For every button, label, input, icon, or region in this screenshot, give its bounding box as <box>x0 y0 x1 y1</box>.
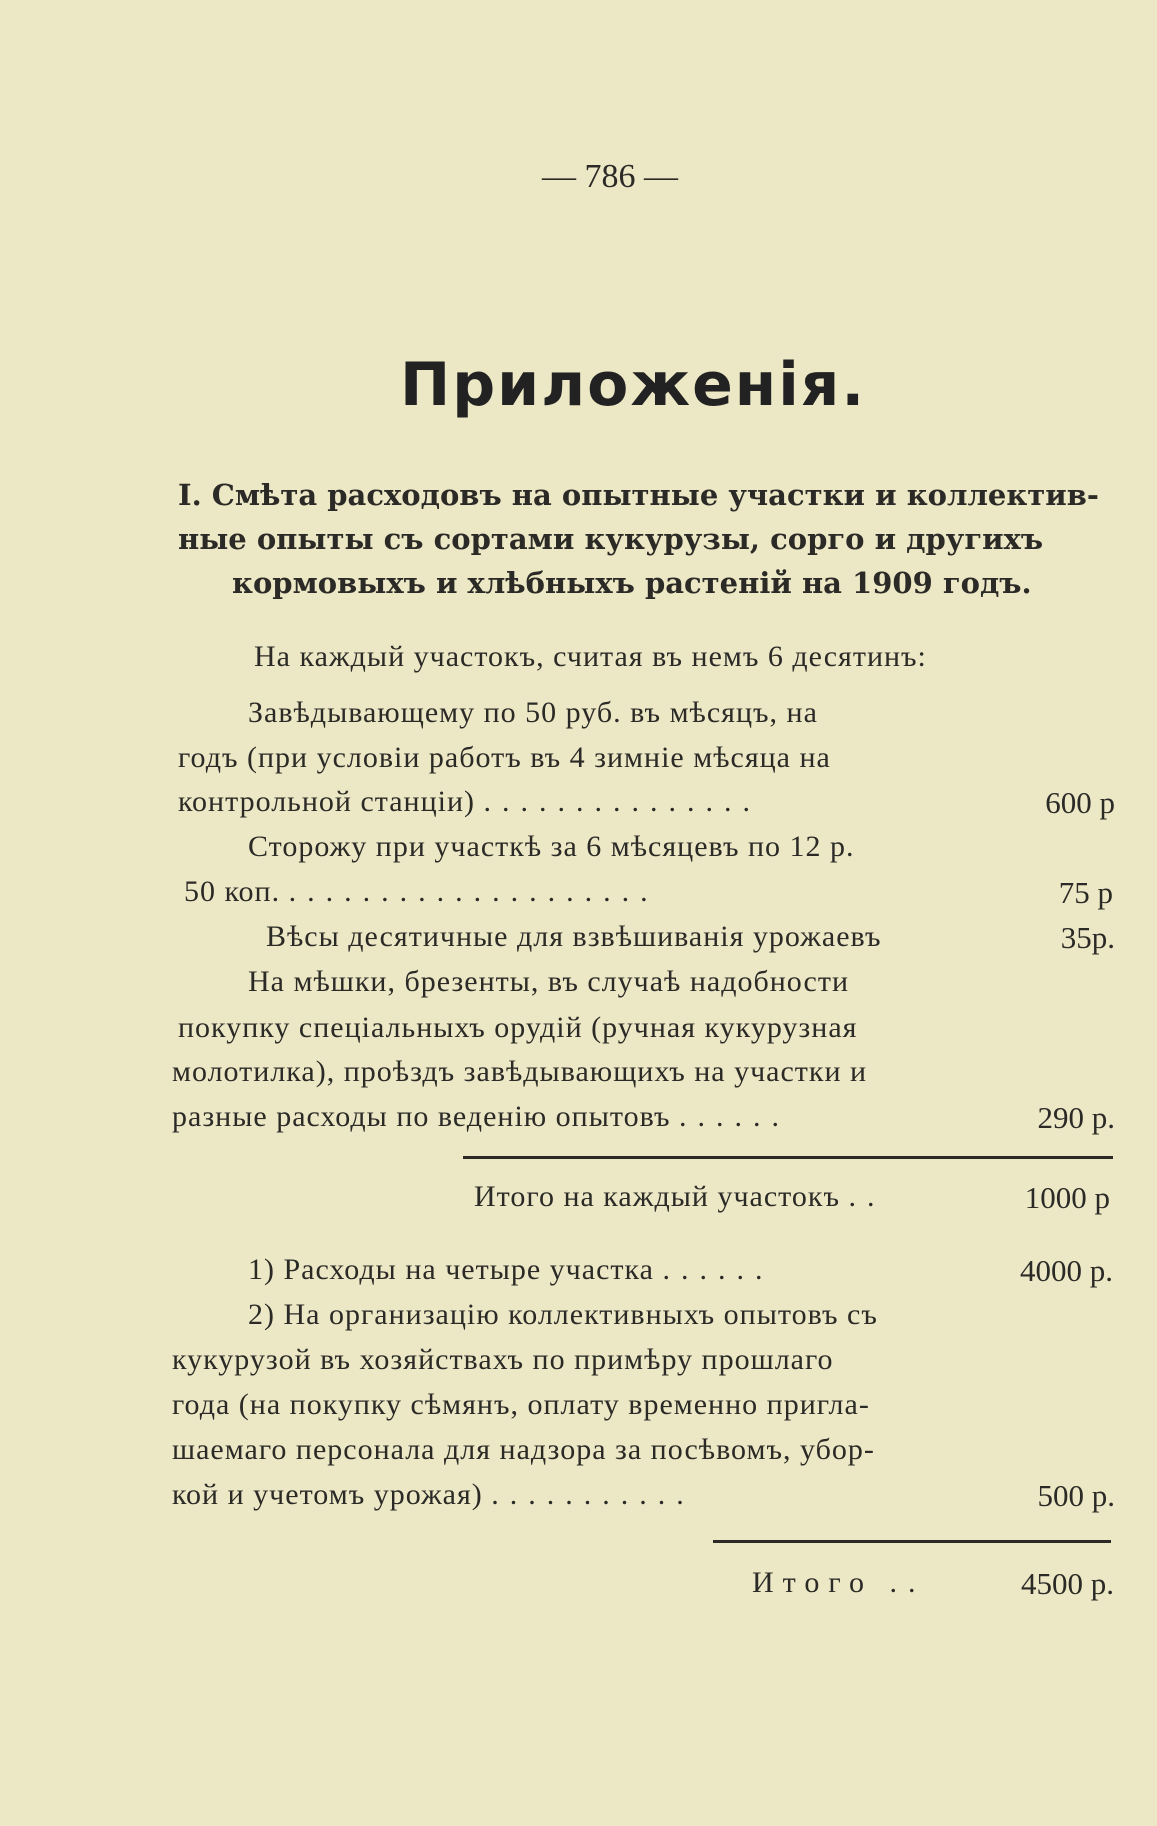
expense2-line-4: шаемаго персонала для надзора за посѣвомъ, убор- <box>172 1433 875 1466</box>
item4-line-2: покупку спеціальныхъ орудій (ручная кукурузная <box>178 1011 858 1044</box>
expense2-text: кой и учетомъ урожая) <box>172 1478 483 1511</box>
item2-text: 50 коп. <box>184 875 281 908</box>
item3-amount: 35р. <box>1060 920 1115 955</box>
expense1-line <box>248 1253 773 1287</box>
item3-line-1: Вѣсы десятичные для взвѣшиванія урожаевъ <box>266 920 882 953</box>
expense1-label: 1) Расходы на четыре участка <box>248 1253 654 1286</box>
section-title-line-1: I. Смѣта расходовъ на опытные участки и коллектив- <box>178 478 1099 512</box>
total-amount: 4500 р. <box>1021 1566 1114 1601</box>
total-leader-dots: .. <box>889 1566 927 1599</box>
subtotal-line <box>474 1180 885 1214</box>
total-label: Итого <box>752 1566 873 1599</box>
expense2-line-5 <box>172 1478 695 1512</box>
item4-line-4 <box>172 1100 790 1134</box>
expense2-line-3: года (на покупку сѣмянъ, оплату временно пригла- <box>172 1388 870 1421</box>
item1-line-2: годъ (при условіи работъ въ 4 зимніе мѣсяца на <box>178 741 831 774</box>
item2-line-1: Сторожу при участкѣ за 6 мѣсяцевъ по 12 р. <box>248 830 855 863</box>
section-title-line-3: кормовыхъ и хлѣбныхъ растеній на 1909 годъ. <box>232 566 1032 600</box>
appendix-heading: Приложенія. <box>400 350 867 420</box>
expense1-amount: 4000 р. <box>1020 1253 1113 1288</box>
item1-line-1: Завѣдывающему по 50 руб. въ мѣсяцъ, на <box>248 696 818 729</box>
item1-text: контрольной станціи) <box>178 785 476 818</box>
expense2-line-1: 2) На организацію коллективныхъ опытовъ съ <box>248 1298 878 1331</box>
item4-line-3: молотилка), проѣздъ завѣдывающихъ на участки и <box>172 1055 868 1088</box>
item1-line-3 <box>178 785 761 819</box>
subtotal-leader-dots: .. <box>848 1180 886 1213</box>
subtotal-label: Итого на каждый участокъ <box>474 1180 840 1213</box>
expense2-amount: 500 р. <box>1037 1478 1115 1513</box>
intro-line: На каждый участокъ, считая въ немъ 6 десятинъ: <box>254 640 927 673</box>
item2-line-2 <box>184 875 659 909</box>
expense2-line-2: кукурузой въ хозяйствахъ по примѣру прошлаго <box>172 1343 834 1376</box>
expense2-leader-dots: ........... <box>491 1478 695 1511</box>
item2-leader-dots: .................... <box>288 875 659 908</box>
item4-amount: 290 р. <box>1037 1100 1115 1135</box>
item4-line-1: На мѣшки, брезенты, въ случаѣ надобности <box>248 965 850 998</box>
total-line <box>752 1566 926 1600</box>
subtotal-amount: 1000 р <box>1024 1180 1110 1215</box>
total-rule <box>713 1540 1111 1543</box>
section-title-line-2: ные опыты съ сортами кукурузы, сорго и другихъ <box>178 522 1044 556</box>
item1-amount: 600 р <box>1045 785 1115 820</box>
item1-leader-dots: ............... <box>483 785 762 818</box>
item4-text: разные расходы по веденію опытовъ <box>172 1100 671 1133</box>
subtotal-rule <box>463 1156 1113 1159</box>
item2-amount: 75 р <box>1058 875 1113 910</box>
page-number: — 786 — <box>542 158 678 195</box>
item4-leader-dots: ...... <box>679 1100 791 1133</box>
expense1-leader-dots: ...... <box>662 1253 774 1286</box>
